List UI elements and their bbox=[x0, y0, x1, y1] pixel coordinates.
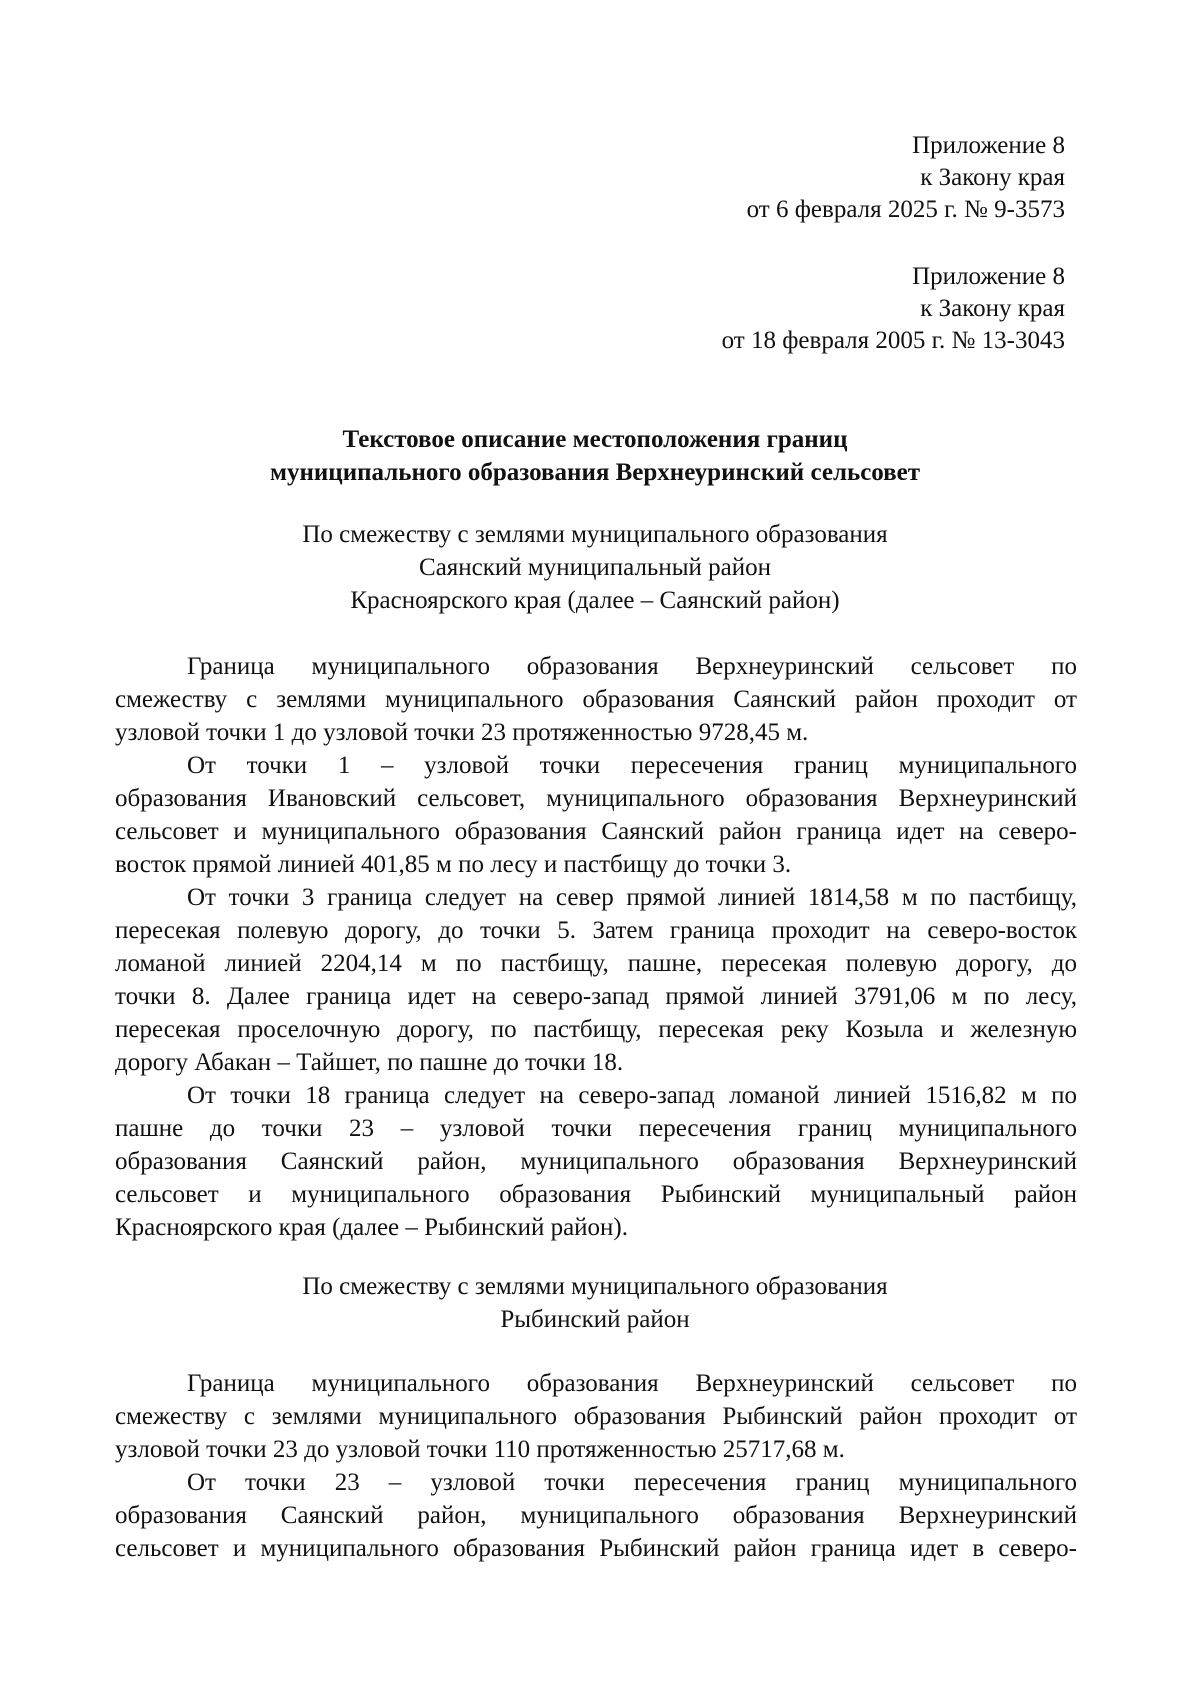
law-reference: к Закону края bbox=[920, 295, 1065, 322]
paragraph bbox=[115, 650, 1077, 749]
text-line: узловой точки 1 до узловой точки 23 протяженностью 9728,45 м. bbox=[115, 719, 809, 746]
text-line: От точки 3 граница следует на север прямой линией 1814,58 м по пастбищу, bbox=[187, 884, 1077, 911]
section-body-rybinsky bbox=[115, 1367, 1077, 1565]
section-heading-line: По смежеству с землями муниципального образования bbox=[302, 1273, 888, 1300]
paragraph bbox=[115, 1466, 1077, 1565]
text-line: ломаной линией 2204,14 м по пастбищу, пашне, пересекая полевую дорогу, до bbox=[115, 950, 1077, 977]
section-body-sayansky bbox=[115, 650, 1077, 1244]
text-line: дорогу Абакан – Тайшет, по пашне до точки 18. bbox=[115, 1049, 624, 1076]
document-title bbox=[115, 423, 1075, 489]
paragraph bbox=[115, 749, 1077, 881]
paragraph bbox=[115, 881, 1077, 1079]
text-line: От точки 18 граница следует на северо-запад ломаной линией 1516,82 м по bbox=[187, 1082, 1077, 1109]
text-line: сельсовет и муниципального образования Рыбинский район граница идет в северо- bbox=[115, 1535, 1077, 1562]
section-heading-line: По смежеству с землями муниципального образования bbox=[302, 521, 888, 548]
text-line: Граница муниципального образования Верхнеуринский сельсовет по bbox=[187, 1370, 1077, 1397]
text-line: смежеству с землями муниципального образования Рыбинский район проходит от bbox=[115, 1403, 1077, 1430]
law-date-number: от 6 февраля 2025 г. № 9-3573 bbox=[746, 196, 1065, 223]
text-line: пашне до точки 23 – узловой точки пересечения границ муниципального bbox=[115, 1115, 1077, 1142]
text-line: сельсовет и муниципального образования Саянский район граница идет на северо- bbox=[115, 818, 1077, 845]
text-line: образования Ивановский сельсовет, муниципального образования Верхнеуринский bbox=[115, 785, 1077, 812]
text-line: точки 8. Далее граница идет на северо-запад прямой линией 3791,06 м по лесу, bbox=[115, 983, 1077, 1010]
text-line: восток прямой линией 401,85 м по лесу и пастбищу до точки 3. bbox=[115, 851, 792, 878]
text-line: От точки 1 – узловой точки пересечения границ муниципального bbox=[187, 752, 1077, 779]
law-date-number: от 18 февраля 2005 г. № 13-3043 bbox=[721, 327, 1065, 354]
text-line: образования Саянский район, муниципального образования Верхнеуринский bbox=[115, 1148, 1077, 1175]
section-heading-line: Рыбинский район bbox=[500, 1306, 690, 1333]
appendix-number: Приложение 8 bbox=[912, 132, 1065, 159]
appendix-header-original bbox=[722, 261, 1065, 357]
section-heading-sayansky bbox=[115, 518, 1075, 617]
text-line: смежеству с землями муниципального образования Саянский район проходит от bbox=[115, 686, 1077, 713]
text-line: сельсовет и муниципального образования Рыбинский муниципальный район bbox=[115, 1181, 1077, 1208]
appendix-number: Приложение 8 bbox=[912, 263, 1065, 290]
text-line: пересекая проселочную дорогу, по пастбищу, пересекая реку Козыла и железную bbox=[115, 1016, 1077, 1043]
text-line: пересекая полевую дорогу, до точки 5. Затем граница проходит на северо-восток bbox=[115, 917, 1077, 944]
text-line: Граница муниципального образования Верхнеуринский сельсовет по bbox=[187, 653, 1077, 680]
section-heading-line: Саянский муниципальный район bbox=[419, 554, 771, 581]
section-heading-line: Красноярского края (далее – Саянский район) bbox=[350, 587, 840, 614]
text-line: Красноярского края (далее – Рыбинский район). bbox=[115, 1214, 629, 1241]
title-line: муниципального образования Верхнеуринский сельсовет bbox=[269, 459, 921, 486]
section-heading-rybinsky bbox=[115, 1270, 1075, 1336]
law-reference: к Закону края bbox=[920, 164, 1065, 191]
title-line: Текстовое описание местоположения границ bbox=[342, 426, 848, 453]
paragraph bbox=[115, 1079, 1077, 1244]
text-line: образования Саянский район, муниципального образования Верхнеуринский bbox=[115, 1502, 1077, 1529]
paragraph bbox=[115, 1367, 1077, 1466]
appendix-header-current bbox=[747, 130, 1065, 226]
text-line: узловой точки 23 до узловой точки 110 протяженностью 25717,68 м. bbox=[115, 1436, 845, 1463]
text-line: От точки 23 – узловой точки пересечения границ муниципального bbox=[187, 1469, 1077, 1496]
